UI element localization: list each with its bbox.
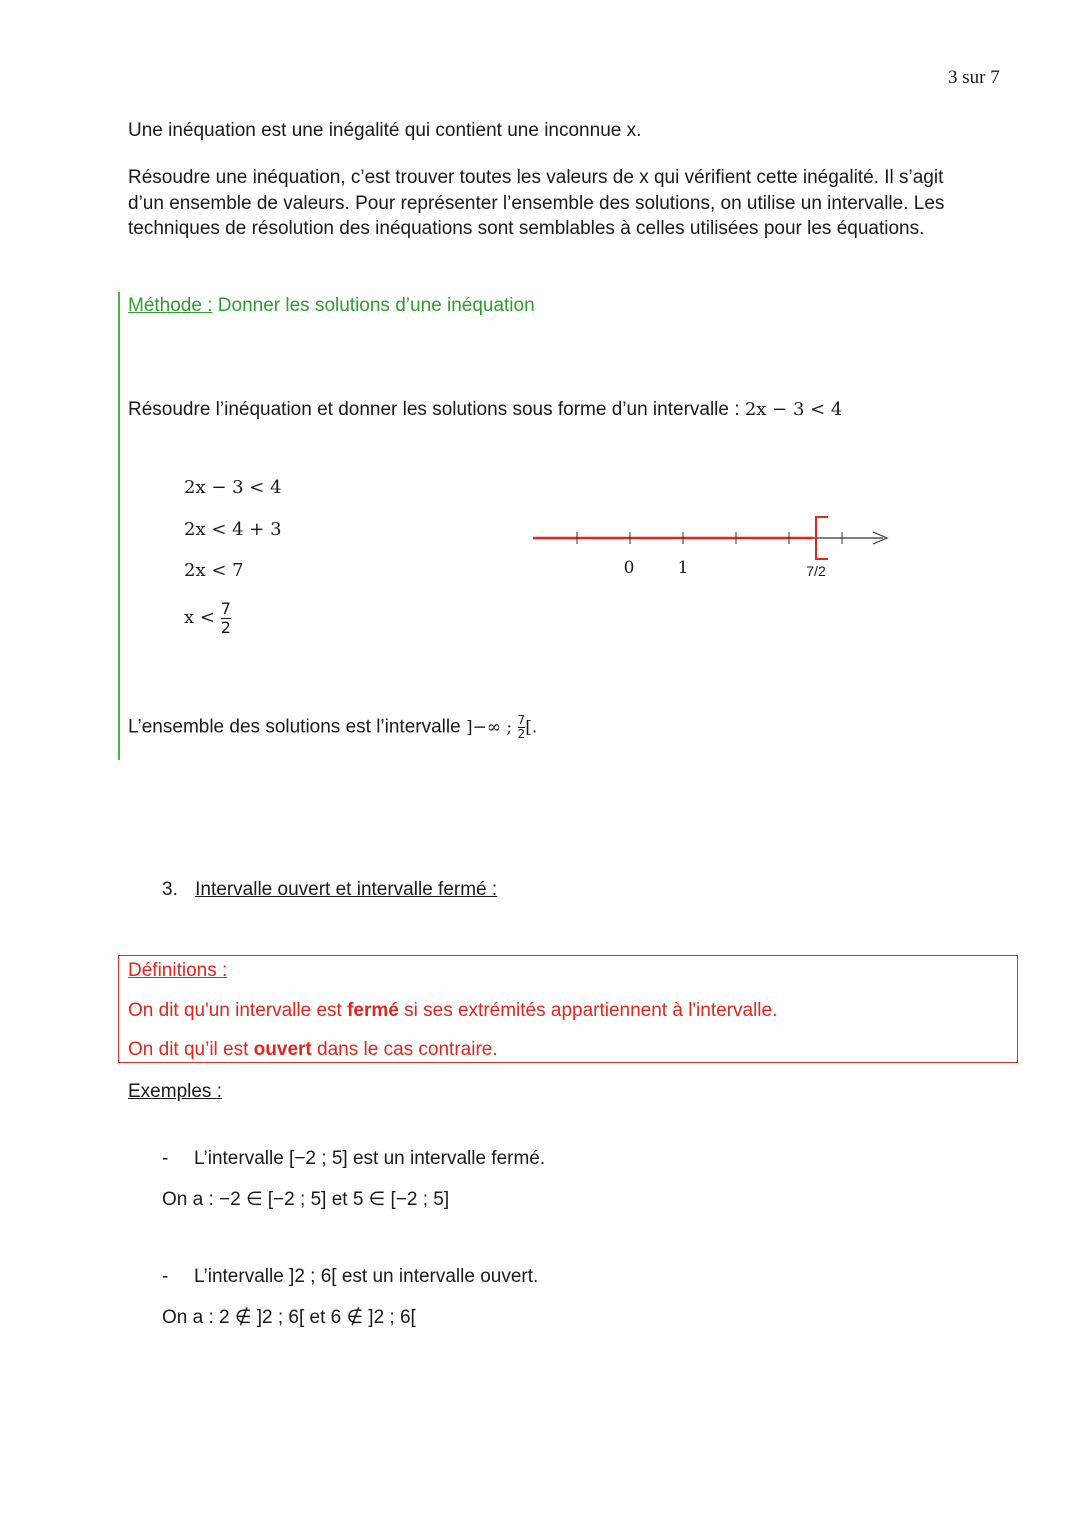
step-4-denominator: 2 — [220, 617, 231, 637]
method-prompt-text: Résoudre l’inéquation et donner les solutions sous forme d’un intervalle : — [128, 399, 745, 420]
step-4 — [184, 600, 231, 636]
definition-closed-term: fermé — [347, 1000, 399, 1021]
number-line — [525, 505, 905, 590]
method-title-text: Donner les solutions d’une inéquation — [212, 295, 535, 316]
examples-heading: Exemples : — [128, 1081, 222, 1102]
example-2: L’intervalle ]2 ; 6[ est un intervalle ouvert. — [194, 1266, 539, 1287]
definition-open-term: ouvert — [253, 1039, 312, 1060]
step-4-left: x < — [184, 607, 215, 629]
interval-right: [. — [525, 717, 538, 738]
method-title-prefix: Méthode : — [128, 295, 213, 316]
label-zero: 0 — [623, 558, 635, 578]
example-2-dash: - — [162, 1266, 169, 1287]
interval-denominator: 2 — [517, 727, 526, 742]
definition-closed — [128, 1000, 777, 1022]
example-1-detail: On a : −2 ∈ [−2 ; 5] et 5 ∈ [−2 ; 5] — [162, 1189, 450, 1210]
definition-closed-rest: si ses extrémités appartiennent à l'intervalle. — [398, 1000, 778, 1021]
definition-open-text: On dit qu’il est — [128, 1039, 254, 1060]
section-3-heading — [162, 879, 497, 901]
step-4-numerator: 7 — [220, 599, 231, 618]
label-bound: 7/2 — [806, 563, 826, 579]
definition-open — [128, 1039, 498, 1061]
intro-line-3: techniques de résolution des inéquations sont semblables à celles utilisées pour les équations. — [128, 218, 925, 239]
definition-closed-text: On dit qu'un intervalle est — [128, 1000, 348, 1021]
step-3: 2x < 7 — [184, 560, 244, 581]
intro-line-2: d’un ensemble de valeurs. Pour représenter l’ensemble des solutions, on utilise un intervalle. Les — [128, 192, 945, 214]
conclusion-text: L’ensemble des solutions est l’intervalle — [128, 716, 466, 738]
method-title — [128, 295, 535, 317]
example-1-dash: - — [162, 1148, 169, 1169]
intro-line-1: Résoudre une inéquation, c’est trouver toutes les valeurs de x qui vérifient cette inégalité. Il s’agit — [128, 167, 944, 188]
example-2-detail: On a : 2 ∉ ]2 ; 6[ et 6 ∉ ]2 ; 6[ — [162, 1307, 416, 1328]
example-1: L’intervalle [−2 ; 5] est un intervalle fermé. — [194, 1148, 546, 1169]
definition-open-rest: dans le cas contraire. — [311, 1039, 498, 1060]
interval-left: ]−∞ ; — [465, 717, 518, 738]
interval-numerator: 7 — [517, 713, 526, 727]
step-4-fraction — [221, 600, 231, 636]
section-3-number: 3. — [162, 879, 178, 900]
label-one: 1 — [677, 558, 689, 578]
method-prompt-equation: 2x − 3 < 4 — [744, 399, 843, 420]
method-prompt — [128, 397, 1008, 423]
intro-definition: Une inéquation est une inégalité qui contient une inconnue x. — [128, 120, 642, 141]
definitions-heading: Définitions : — [128, 960, 228, 981]
page-number: 3 sur 7 — [948, 67, 1000, 88]
method-sidebar-bar — [118, 292, 120, 760]
step-2: 2x < 4 + 3 — [184, 519, 282, 540]
intro-paragraph — [128, 165, 1008, 242]
method-conclusion — [128, 714, 1008, 741]
section-3-title: Intervalle ouvert et intervalle fermé : — [195, 879, 498, 900]
step-1: 2x − 3 < 4 — [184, 477, 282, 498]
